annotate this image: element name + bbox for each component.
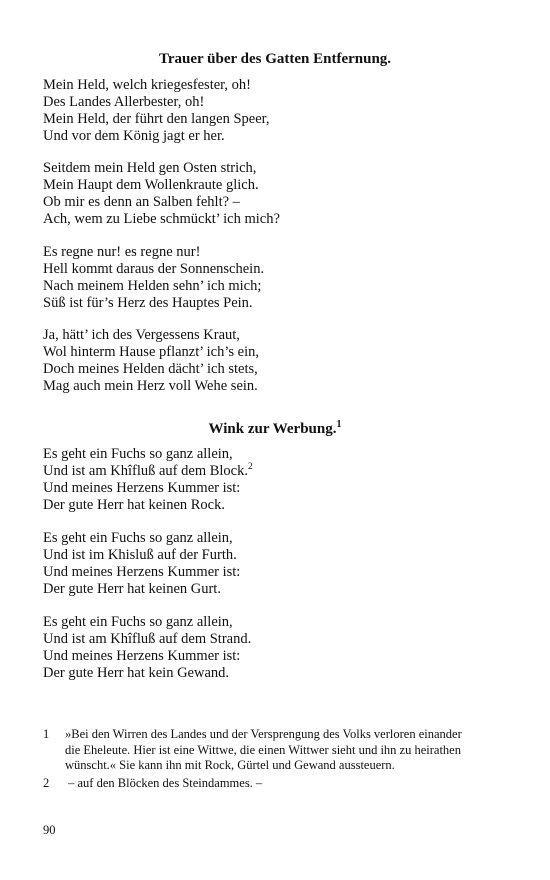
verse-line: Ach, wem zu Liebe schmückt’ ich mich? (43, 211, 280, 227)
verse-line (43, 463, 253, 480)
poem-title-wink (0, 420, 550, 438)
footnote-text: – auf den Blöcken des Steindammes. – (65, 775, 263, 790)
footnote-marker[interactable]: 2 (247, 462, 253, 473)
stanza (43, 244, 264, 312)
verse-line: Es geht ein Fuchs so ganz allein, (43, 446, 233, 462)
verse-line: Es geht ein Fuchs so ganz allein, (43, 614, 233, 630)
footnotes (43, 727, 473, 793)
footnote (43, 776, 473, 792)
stanza (43, 160, 280, 228)
poem-title-text: Wink zur Werbung. (208, 421, 337, 437)
stanza (43, 614, 251, 682)
stanza (43, 530, 240, 598)
verse-line: Und meines Herzens Kummer ist: (43, 564, 241, 580)
verse-line: Ob mir es denn an Salben fehlt? – (43, 194, 240, 210)
verse-line: Und vor dem König jagt er her. (43, 128, 225, 144)
verse-line: Mag auch mein Herz voll Wehe sein. (43, 378, 258, 394)
page-number: 90 (43, 823, 56, 837)
verse-line: Süß ist für’s Herz des Hauptes Pein. (43, 295, 253, 311)
verse-line: Es regne nur! es regne nur! (43, 244, 201, 260)
verse-line: Und meines Herzens Kummer ist: (43, 480, 241, 496)
verse-line: Hell kommt daraus der Sonnenschein. (43, 261, 265, 277)
stanza (43, 446, 253, 514)
verse-line: Es geht ein Fuchs so ganz allein, (43, 530, 233, 546)
verse-line: Der gute Herr hat kein Gewand. (43, 665, 230, 681)
verse-line: Und meines Herzens Kummer ist: (43, 648, 241, 664)
stanza (43, 327, 259, 395)
verse-line: Der gute Herr hat keinen Rock. (43, 497, 225, 513)
verse-line: Der gute Herr hat keinen Gurt. (43, 581, 221, 597)
poem-title-trauer: Trauer über des Gatten Entfernung. (158, 51, 392, 67)
verse-line: Mein Held, welch kriegesfester, oh! (43, 77, 251, 93)
footnote-number: 1 (43, 727, 50, 741)
verse-line: Mein Haupt dem Wollenkraute glich. (43, 177, 259, 193)
stanza (43, 77, 270, 145)
verse-line: Mein Held, der führt den langen Speer, (43, 111, 270, 127)
verse-line: Des Landes Allerbester, oh! (43, 94, 205, 110)
verse-text: Und ist am Khîfluß auf dem Block. (43, 463, 248, 479)
verse-line: Und ist im Khisluß auf der Furth. (43, 547, 237, 563)
footnote-text: »Bei den Wirren des Landes und der Versprengung des Volks verloren einander die Eheleute. Hier ist eine Wittwe, die einen Wittwer sieht und ihn zu heirathen wünscht.« Sie kann ihn mit Rock, Gürtel und Gewand aussteuern. (65, 727, 462, 772)
verse-line: Nach meinem Helden sehn’ ich mich; (43, 278, 262, 294)
verse-line: Und ist am Khîfluß auf dem Strand. (43, 631, 252, 647)
verse-line: Wol hinterm Hause pflanzt’ ich’s ein, (43, 344, 259, 360)
footnote (43, 727, 473, 774)
footnote-marker[interactable]: 1 (336, 419, 342, 430)
verse-line: Seitdem mein Held gen Osten strich, (43, 160, 257, 176)
verse-line: Ja, hätt’ ich des Vergessens Kraut, (43, 327, 240, 343)
verse-line: Doch meines Helden dächt’ ich stets, (43, 361, 258, 377)
footnote-number: 2 (43, 775, 50, 790)
